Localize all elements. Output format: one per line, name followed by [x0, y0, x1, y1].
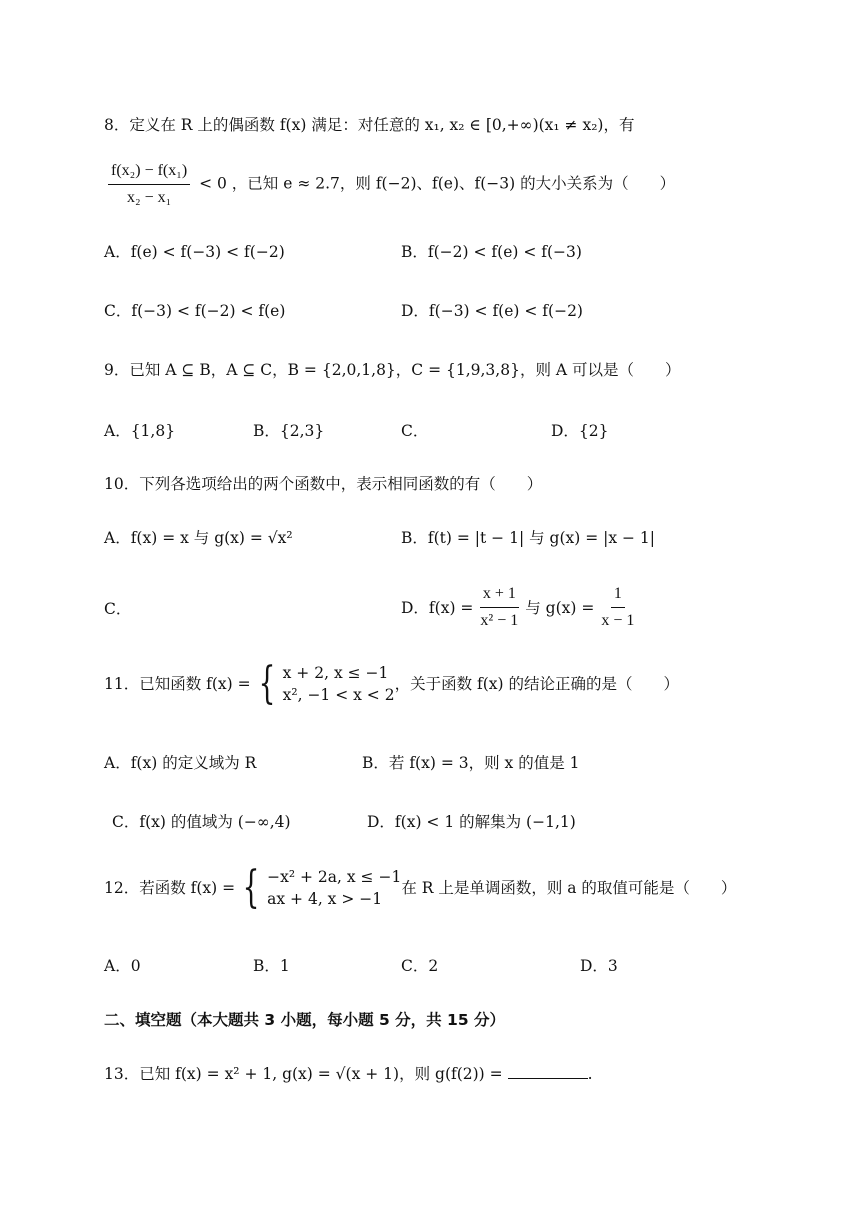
- q12-suffix: 在 R 上是单调函数，则 a 的取值可能是（ ）: [401, 879, 737, 897]
- q11-stem: [104, 658, 680, 709]
- q11-option-b: B．若 f(x) = 3，则 x 的值是 1: [362, 754, 580, 772]
- q11-case-2: x², −1 < x < 2: [282, 686, 395, 704]
- q10-d-num2: 1: [611, 583, 625, 608]
- q11-prefix: 11．已知函数 f(x) =: [104, 675, 251, 693]
- q9-option-b: B．{2,3}: [253, 422, 325, 440]
- q10-d-num1: x + 1: [480, 583, 519, 608]
- q13-period: .: [587, 1065, 593, 1083]
- q10-d-mid: 与 g(x) =: [525, 598, 595, 617]
- q8-stem-line1: 8．定义在 R 上的偶函数 f(x) 满足：对任意的 x₁, x₂ ∈ [0,+∞)(x₁ ≠ x₂)，有: [104, 116, 635, 134]
- q13-stem: [104, 1063, 593, 1085]
- q13-text: 13．已知 f(x) = x² + 1, g(x) = √(x + 1)，则 g(f(2)) =: [104, 1065, 503, 1083]
- q11-suffix: ，关于函数 f(x) 的结论正确的是（ ）: [394, 675, 680, 693]
- q8-stem-rest: < 0 ，已知 e ≈ 2.7，则 f(−2)、f(e)、f(−3) 的大小关系为（ ）: [199, 174, 676, 193]
- q12-option-d: D．3: [580, 957, 618, 975]
- q13-answer-blank[interactable]: [508, 1064, 588, 1079]
- q10-option-a: A．f(x) = x 与 g(x) = √x²: [104, 529, 293, 547]
- q12-case-1: −x² + 2a, x ≤ −1: [267, 868, 402, 886]
- q10-d-den1: x² − 1: [480, 612, 519, 629]
- q10-option-b: B．f(t) = |t − 1| 与 g(x) = |x − 1|: [401, 529, 656, 547]
- q10-stem: 10．下列各选项给出的两个函数中，表示相同函数的有（ ）: [104, 475, 543, 493]
- q10-d-fraction-1: [477, 583, 521, 632]
- q10-d-den2: x − 1: [601, 612, 635, 629]
- q8-option-d: D．f(−3) < f(e) < f(−2): [401, 302, 583, 320]
- q9-stem: 9．已知 A ⊆ B，A ⊆ C，B = {2,0,1,8}，C = {1,9,3,8}，则 A 可以是（ ）: [104, 361, 681, 379]
- section-heading-fill-in: 二、填空题（本大题共 3 小题，每小题 5 分，共 15 分）: [104, 1011, 506, 1029]
- q9-option-a: A．{1,8}: [104, 422, 176, 440]
- q10-d-prefix: D．f(x) =: [401, 598, 474, 617]
- q9-option-d: D．{2}: [551, 422, 609, 440]
- q12-option-c: C．2: [401, 957, 439, 975]
- q11-option-c: C．f(x) 的值域为 (−∞,4): [112, 813, 291, 831]
- q12-piecewise: [267, 866, 401, 910]
- q10-option-c: C．: [104, 600, 132, 618]
- q11-piecewise: [283, 662, 395, 706]
- q8-option-b: B．f(−2) < f(e) < f(−3): [401, 243, 582, 261]
- q8-option-a: A．f(e) < f(−3) < f(−2): [104, 243, 285, 261]
- q12-stem: [104, 862, 737, 913]
- left-brace-icon: {: [258, 658, 276, 709]
- q10-d-fraction-2: [598, 583, 637, 632]
- q12-prefix: 12．若函数 f(x) =: [104, 879, 236, 897]
- q12-case-2: ax + 4, x > −1: [267, 890, 383, 908]
- q8-fraction: [108, 160, 190, 209]
- q10-option-d: [401, 583, 641, 632]
- q9-option-c: C．: [401, 422, 429, 440]
- q8-option-c: C．f(−3) < f(−2) < f(e): [104, 302, 286, 320]
- q11-option-d: D．f(x) < 1 的解集为 (−1,1): [367, 813, 576, 831]
- q8-stem-line2: [104, 160, 675, 209]
- q11-case-1: x + 2, x ≤ −1: [282, 664, 389, 682]
- q11-option-a: A．f(x) 的定义域为 R: [104, 754, 257, 772]
- left-brace-icon: {: [242, 862, 260, 913]
- q8-frac-denominator: x₂ − x₁: [126, 189, 172, 206]
- q12-option-a: A．0: [104, 957, 141, 975]
- q12-option-b: B．1: [253, 957, 290, 975]
- q8-frac-numerator: f(x₂) − f(x₁): [108, 160, 190, 185]
